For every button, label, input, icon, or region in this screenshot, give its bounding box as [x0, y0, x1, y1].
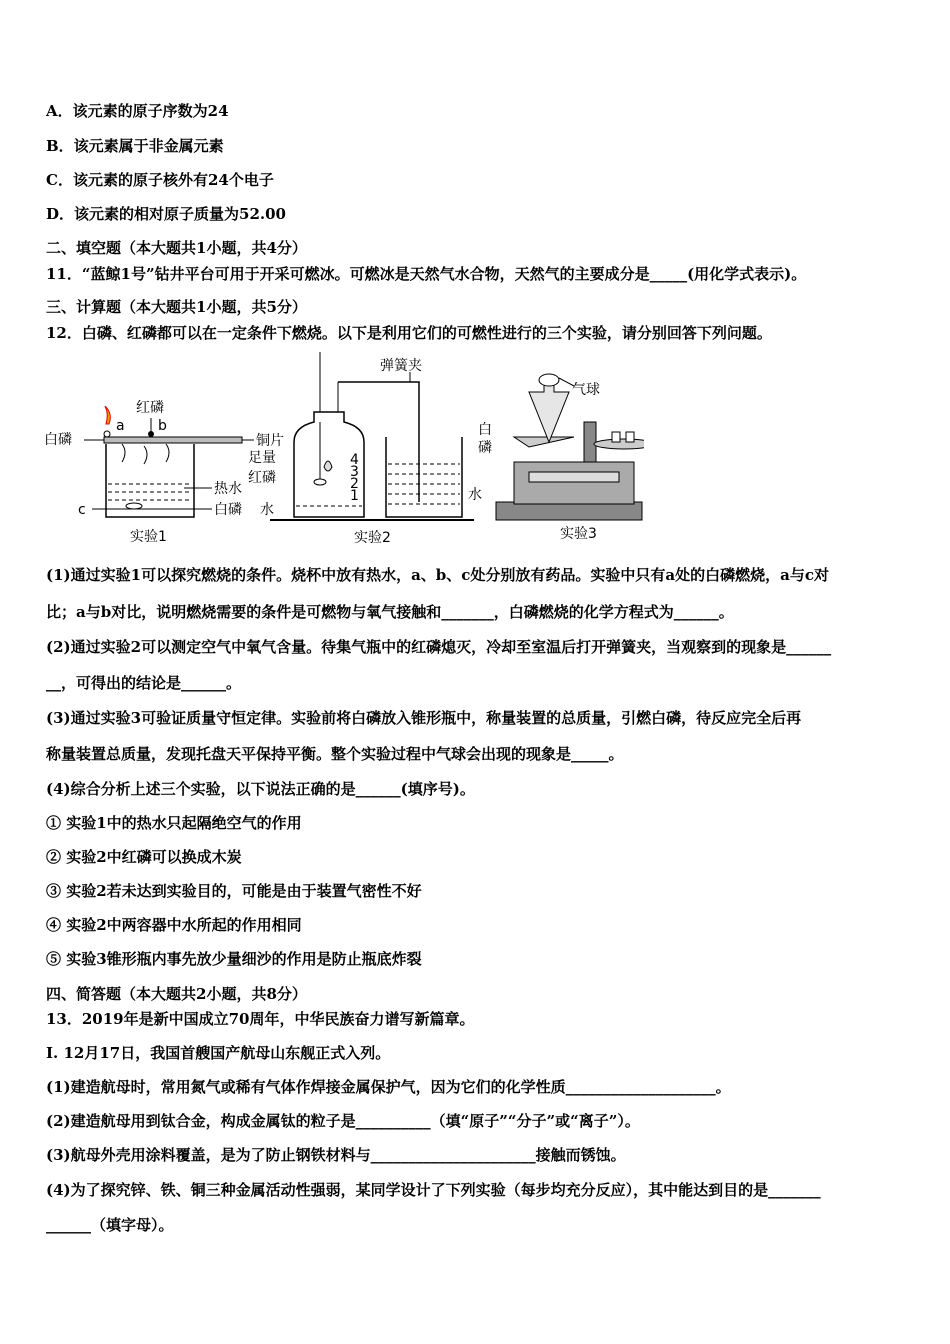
option-b: B．该元素属于非金属元素 — [46, 137, 224, 155]
experiment-figure — [44, 352, 644, 547]
option-d: D．该元素的相对原子质量为52.00 — [46, 205, 286, 223]
choice-2: ② 实验2中红磷可以换成木炭 — [46, 848, 242, 866]
choice-4: ④ 实验2中两容器中水所起的作用相同 — [46, 916, 302, 934]
q12-part2-line1: (2)通过实验2可以测定空气中氧气含量。待集气瓶中的红磷熄灭，冷却至室温后打开弹簧夹，当观察到的现象是______ — [46, 638, 832, 656]
exp3-caption: 实验3 — [560, 526, 597, 542]
q12-part1-line2: 比；a与b对比，说明燃烧需要的条件是可燃物与氧气接触和_______，白磷燃烧的化学方程式为______。 — [46, 603, 734, 621]
q13-sub2: (2)建造航母用到钛合金，构成金属钛的粒子是__________（填“原子”“分子”或“离子”）。 — [46, 1112, 640, 1130]
question-12: 12．白磷、红磷都可以在一定条件下燃烧。以下是利用它们的可燃性进行的三个实验，请分别回答下列问题。 — [46, 324, 772, 342]
q13-sub4-line1: (4)为了探究锌、铁、铜三种金属活动性强弱，某同学设计了下列实验（每步均充分反应），其中能达到目的是_______ — [46, 1181, 821, 1199]
exp1-copper-label: 铜片 — [256, 433, 284, 449]
exp2-red-p-label: 红磷 — [248, 470, 276, 486]
exp1-b-label: b — [158, 418, 167, 434]
exp2-mark-1: 1 — [350, 488, 359, 504]
choice-3: ③ 实验2若未达到实验目的，可能是由于装置气密性不好 — [46, 882, 422, 900]
exp2-mark-2: 2 — [350, 476, 359, 492]
exp1-a-label: a — [116, 418, 125, 434]
exp3-white-label: 白 — [478, 422, 492, 438]
option-a: A．该元素的原子序数为24 — [46, 102, 229, 120]
exp3-phos-label: 磷 — [478, 440, 492, 456]
section-2-title: 二、填空题（本大题共1小题，共4分） — [46, 239, 307, 257]
exp2-enough-label: 足量 — [248, 450, 276, 466]
exp2-water2-label: 水 — [468, 487, 482, 503]
exp3-balloon-label: 气球 — [572, 382, 600, 398]
exp1-white-p2-label: 白磷 — [214, 502, 242, 518]
q12-part3-line2: 称量装置总质量，发现托盘天平保持平衡。整个实验过程中气球会出现的现象是_____。 — [46, 745, 624, 763]
exp2-water-label: 水 — [260, 502, 274, 518]
q12-part4: (4)综合分析上述三个实验，以下说法正确的是______(填序号)。 — [46, 780, 475, 798]
exp2-clamp-label: 弹簧夹 — [380, 358, 422, 374]
choice-5: ⑤ 实验3锥形瓶内事先放少量细沙的作用是防止瓶底炸裂 — [46, 950, 422, 968]
exp2-caption: 实验2 — [354, 530, 391, 546]
q13-sub4-line2: ______（填字母）。 — [46, 1216, 174, 1234]
q13-sub3: (3)航母外壳用涂料覆盖，是为了防止钢铁材料与______________________接触而锈蚀。 — [46, 1146, 626, 1164]
q12-part3-line1: (3)通过实验3可验证质量守恒定律。实验前将白磷放入锥形瓶中，称量装置的总质量，引燃白磷，待反应完全后再 — [46, 709, 802, 727]
exp1-white-p-label: 白磷 — [44, 432, 72, 448]
option-c: C．该元素的原子核外有24个电子 — [46, 171, 274, 189]
exp1-c-label: c — [78, 502, 86, 518]
exp1-red-p-label: 红磷 — [136, 400, 164, 416]
section-4-title: 四、简答题（本大题共2小题，共8分） — [46, 985, 307, 1003]
q13-sub1: (1)建造航母时，常用氮气或稀有气体作焊接金属保护气，因为它们的化学性质____________________。 — [46, 1078, 731, 1096]
choice-1: ① 实验1中的热水只起隔绝空气的作用 — [46, 814, 302, 832]
exp2-mark-4: 4 — [350, 452, 359, 468]
experiment-2-diagram — [248, 352, 482, 546]
q13-part-i: I. 12月17日，我国首艘国产航母山东舰正式入列。 — [46, 1044, 391, 1062]
exp2-mark-3: 3 — [350, 464, 359, 480]
exp1-hot-water-label: 热水 — [214, 481, 242, 497]
section-3-title: 三、计算题（本大题共1小题，共5分） — [46, 298, 307, 316]
exp1-caption: 实验1 — [130, 529, 167, 545]
question-13: 13．2019年是新中国成立70周年，中华民族奋力谱写新篇章。 — [46, 1010, 475, 1028]
q12-part1-line1: (1)通过实验1可以探究燃烧的条件。烧杯中放有热水，a、b、c处分别放有药品。实验中只有a处的白磷燃烧，a与c对 — [46, 566, 829, 584]
question-11: 11．“蓝鲸1号”钻井平台可用于开采可燃冰。可燃冰是天然气水合物，天然气的主要成分是_____(用化学式表示)。 — [46, 265, 807, 283]
experiment-3-diagram — [478, 374, 644, 542]
q12-part2-line2: __，可得出的结论是______。 — [46, 674, 242, 692]
